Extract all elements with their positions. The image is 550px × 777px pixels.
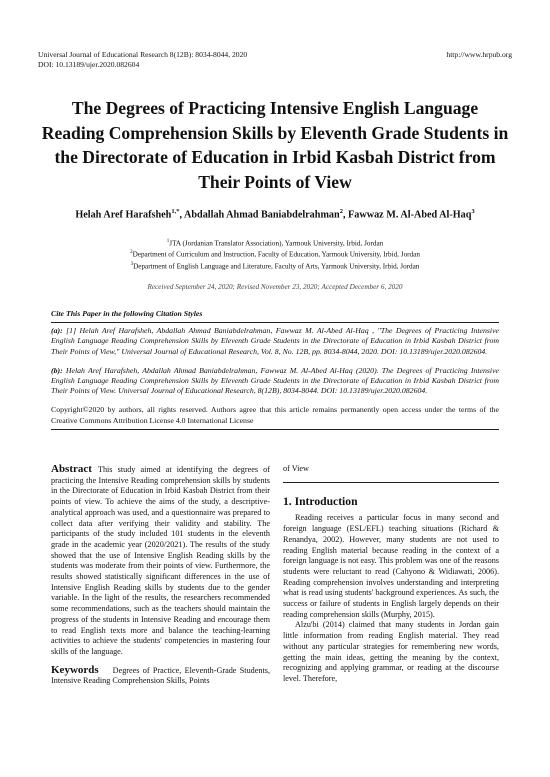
- divider: [51, 322, 499, 323]
- author-sup: 2: [339, 208, 343, 215]
- affiliation-sup: 3: [130, 261, 134, 267]
- left-column: [51, 464, 270, 687]
- affiliation: [30, 248, 520, 259]
- citation-text: Helah Aref Harafsheh, Abdallah Ahmad Baniabdelrahman, Fawwaz M. Al-Abed Al-Haq (2020). The Degrees of Practicing Intensive English Language Reading Comprehension Skills by Eleventh Grade Students in the Directorate of Education in Irbid Kasbah District from Their Points of View. Universal Journal of Educational Research, 8(12B), 8034-8044. DOI: 10.13189/ujer.2020.082604.: [51, 365, 500, 396]
- citation-block: [51, 309, 499, 430]
- citation-a: [51, 326, 499, 357]
- keywords-continuation: of View: [283, 464, 309, 473]
- affiliation: [30, 260, 520, 271]
- right-column: [283, 464, 499, 685]
- author-sup: 3: [471, 208, 475, 215]
- section-heading-introduction: 1. Introduction: [283, 494, 358, 508]
- journal-doi: DOI: 10.13189/ujer.2020.082604: [38, 60, 140, 69]
- abstract: [51, 464, 270, 658]
- author-name: Fawwaz M. Al-Abed Al-Haq: [348, 209, 472, 221]
- author-name: Abdallah Ahmad Baniabdelrahman: [184, 209, 340, 221]
- submission-dates: Received September 24, 2020; Revised November 23, 2020; Accepted December 6, 2020: [147, 283, 403, 291]
- author-name: Helah Aref Harafsheh: [75, 209, 172, 221]
- divider: [51, 429, 499, 430]
- journal-header: [38, 50, 512, 70]
- paper-title: The Degrees of Practicing Intensive English Language Reading Comprehension Skills by Eleventh Grade Students in the Directorate of Education in Irbid Kasbah District from Their Points of View: [41, 98, 509, 192]
- affiliation-sup: 2: [130, 250, 133, 256]
- keywords: [51, 665, 270, 687]
- abstract-text: This study aimed at identifying the degrees of practicing the Intensive Reading comprehension skills by students in the Directorate of Education in Irbid Kasbah District from their points of view. To achieve the aims of the study, a descriptive-analytical approach was used, and a questionnaire was prepared to collect data after verifying their validity and stability. The participants of the study included 101 students in the eleventh grade in the academic year (2020/2021). The results of the study showed that the use of Intensive English Reading skills by the students was moderate from their points of view. Furthermore, the results showed statistically significant differences in the use of Intensive English Reading skills by students due to the gender variable. In the light of the results, the researchers recommended some recommendations, such as the teachers should maintain the progress of the students in Intensive Reading and encourage them to read English texts more and balance the teaching-learning activities to achieve the students' competencies in mastering four skills of the language.: [51, 465, 270, 656]
- journal-citation: Universal Journal of Educational Research 8(12B): 8034-8044, 2020: [38, 50, 248, 59]
- keywords-text: Degrees of Practice, Eleventh-Grade Students, Intensive Reading Comprehension Skills, Points: [51, 665, 270, 686]
- citation-label: (a):: [51, 326, 63, 336]
- author-sup: 1,*: [171, 208, 180, 215]
- affiliation-text: Department of Curriculum and Instruction, Faculty of Education, Yarmouk University, Irbid, Jordan: [132, 250, 420, 259]
- affiliation-sup: 1: [166, 239, 170, 244]
- affiliation-text: JTA (Jordanian Translator Association), Yarmouk University, Irbid, Jordan: [169, 239, 384, 248]
- paragraph: Alzu'bi (2014) claimed that many students in Jordan gain little information from reading English material. They read without any particular strategies for remembering new words, getting the main ideas, getting the meaning by the context, recognizing and applying grammar, or reading at the discourse level. Therefore,: [283, 620, 499, 683]
- author-list: Helah Aref Harafsheh$^{1,*}$, Abdallah Ahmad Baniabdelrahman$^2$, Fawwaz M. Al-Abed Al-Haq$^3$: [75, 208, 475, 221]
- citation-b: [51, 366, 499, 397]
- divider: [283, 482, 499, 483]
- citation-text: [1] Helah Aref Harafsheh, Abdallah Ahmad Baniabdelrahman, Fawwaz M. Al-Abed Al-Haq , "The Degrees of Practicing Intensive English Language Reading Comprehension Skills by Eleventh Grade Students in the Directorate of Education in Irbid Kasbah District from Their Points of View," Universal Journal of Educational Research, Vol. 8, No. 12B, pp. 8034-8044, 2020. DOI: 10.13189/ujer.2020.082604.: [51, 326, 499, 356]
- affiliation-text: Department of English Language and Literature, Faculty of Arts, Yarmouk University, Irbid, Jordan: [133, 262, 420, 271]
- paragraph: Reading receives a particular focus in many second and foreign language (ESL/EFL) teaching situations (Richard & Renandya, 2002). However, many students are not used to reading English material because reading in the context of a foreign language is not easy. This problem was one of the reasons students were reluctant to read (Cahyono & Widiawati, 2006). Reading comprehension involves understanding and interpreting what is read using students' background experiences. As such, the success or failure of students in English largely depends on their reading comprehension skills (Murphy, 2015).: [283, 513, 499, 619]
- abstract-heading: Abstract: [51, 463, 92, 475]
- affiliation: [30, 237, 520, 248]
- citation-heading: Cite This Paper in the following Citation Styles: [51, 309, 203, 318]
- keywords-heading: Keywords: [51, 663, 99, 676]
- journal-url[interactable]: http://www.hrpub.org: [446, 50, 512, 59]
- copyright-notice: Copyright©2020 by authors, all rights reserved. Authors agree that this article remains permanently open access under the terms of the Creative Commons Attribution License 4.0 International License: [51, 405, 499, 425]
- affiliation-list: [30, 237, 520, 271]
- citation-label: (b):: [51, 365, 63, 375]
